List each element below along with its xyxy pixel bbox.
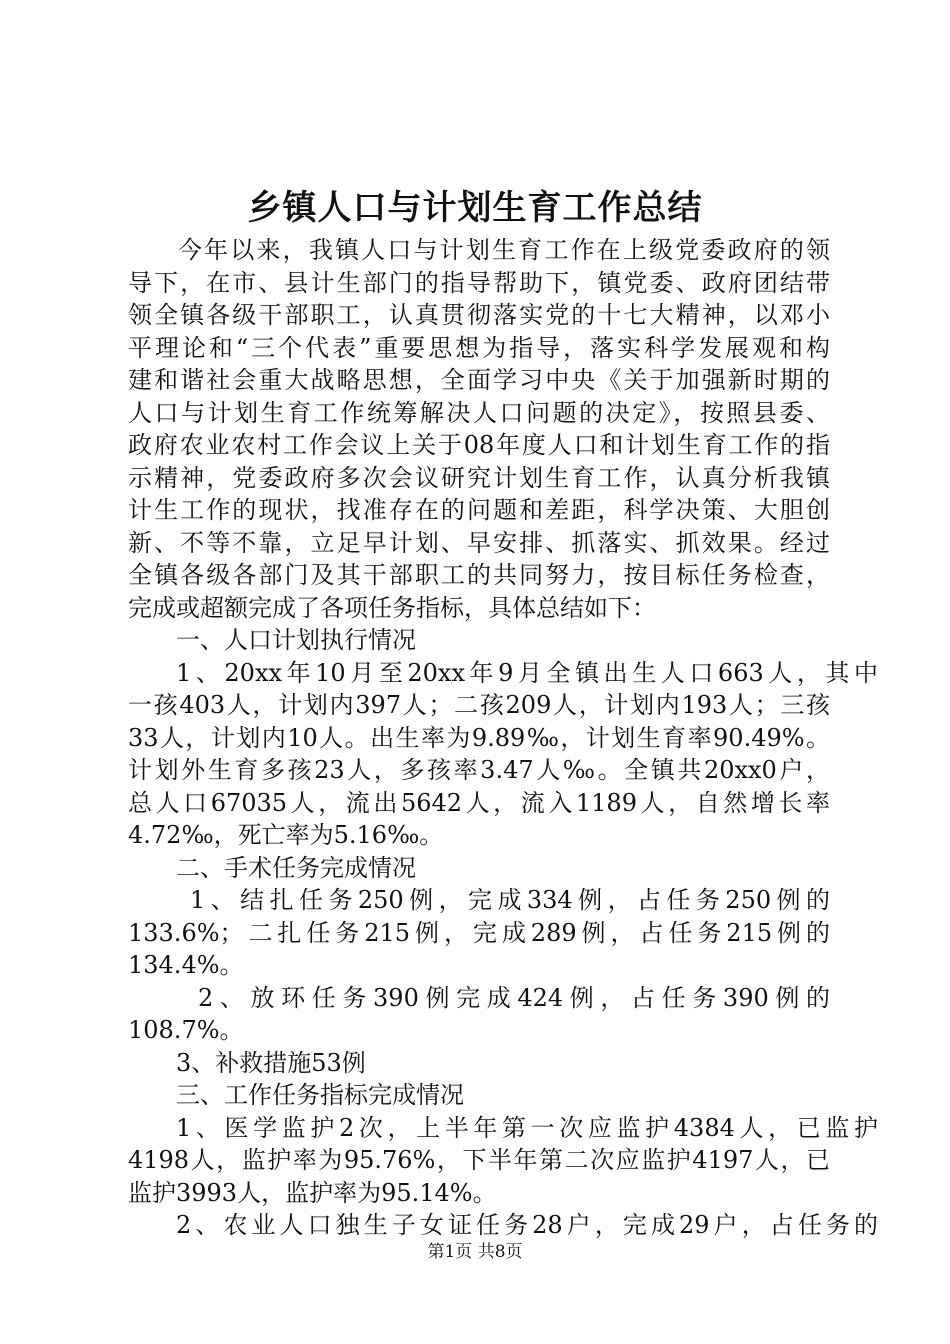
body-line: 建和谐社会重大战略思想，全面学习中央《关于加强新时期的 <box>128 366 830 394</box>
section-heading: 三、工作任务指标完成情况 <box>176 1081 464 1109</box>
body-line: 2、放环任务390例完成424例，占任务390例的 <box>198 983 830 1012</box>
section-heading: 二、手术任务完成情况 <box>176 853 416 882</box>
body-line: 今年以来，我镇人口与计划生育工作在上级党委政府的领 <box>178 236 830 264</box>
document-body <box>128 234 878 1242</box>
body-line: 108.7%。 <box>128 1016 244 1044</box>
body-line: 134.4%。 <box>128 951 244 979</box>
page-footer: 第1页 共8页 <box>427 1242 523 1262</box>
body-line: 总人口67035人，流出5642人，流入1189人，自然增长率 <box>128 788 830 817</box>
body-line: 133.6%；二扎任务215例，完成289例，占任务215例的 <box>128 918 830 947</box>
body-line: 1、20xx年10月至20xx年9月全镇出生人口663人，其中 <box>176 658 878 687</box>
body-line: 导下，在市、县计生部门的指导帮助下，镇党委、政府团结带 <box>128 268 830 297</box>
body-line: 完成或超额完成了各项任务指标，具体总结如下： <box>128 593 656 622</box>
body-line: 平理论和“三个代表”重要思想为指导，落实科学发展观和构 <box>128 333 830 362</box>
body-line: 3、补救措施53例 <box>176 1048 366 1077</box>
body-line: 1、结扎任务250例，完成334例，占任务250例的 <box>190 886 830 914</box>
body-line: 33人，计划内10人。出生率为9.89‰，计划生育率90.49%。 <box>128 723 830 752</box>
body-line: 政府农业农村工作会议上关于08年度人口和计划生育工作的指 <box>128 431 830 459</box>
body-line: 全镇各级各部门及其干部职工的共同努力，按目标任务检查， <box>128 561 830 589</box>
body-line: 一孩403人，计划内397人；二孩209人，计划内193人；三孩 <box>128 691 830 719</box>
body-line: 计划外生育多孩23人，多孩率3.47人‰。全镇共20xx0户， <box>128 756 830 784</box>
section-heading: 一、人口计划执行情况 <box>176 626 416 654</box>
body-line: 监护3993人，监护率为95.14%。 <box>128 1178 497 1207</box>
body-line: 2、农业人口独生子女证任务28户，完成29户，占任务的 <box>176 1211 878 1239</box>
body-line: 4.72‰，死亡率为5.16‰。 <box>128 821 444 849</box>
body-line: 领全镇各级干部职工，认真贯彻落实党的十七大精神，以邓小 <box>128 301 830 329</box>
document-title: 乡镇人口与计划生育工作总结 <box>247 188 703 228</box>
body-line: 新、不等不靠，立足早计划、早安排、抓落实、抓效果。经过 <box>128 528 830 557</box>
body-line: 计生工作的现状，找准存在的问题和差距，科学决策、大胆创 <box>128 496 830 524</box>
body-line: 4198人，监护率为95.76%，下半年第二次应监护4197人，已 <box>128 1146 830 1174</box>
body-line: 人口与计划生育工作统筹解决人口问题的决定》，按照县委、 <box>128 398 830 427</box>
body-line: 1、医学监护2次，上半年第一次应监护4384人，已监护 <box>176 1113 878 1142</box>
body-line: 示精神，党委政府多次会议研究计划生育工作，认真分析我镇 <box>128 463 830 492</box>
